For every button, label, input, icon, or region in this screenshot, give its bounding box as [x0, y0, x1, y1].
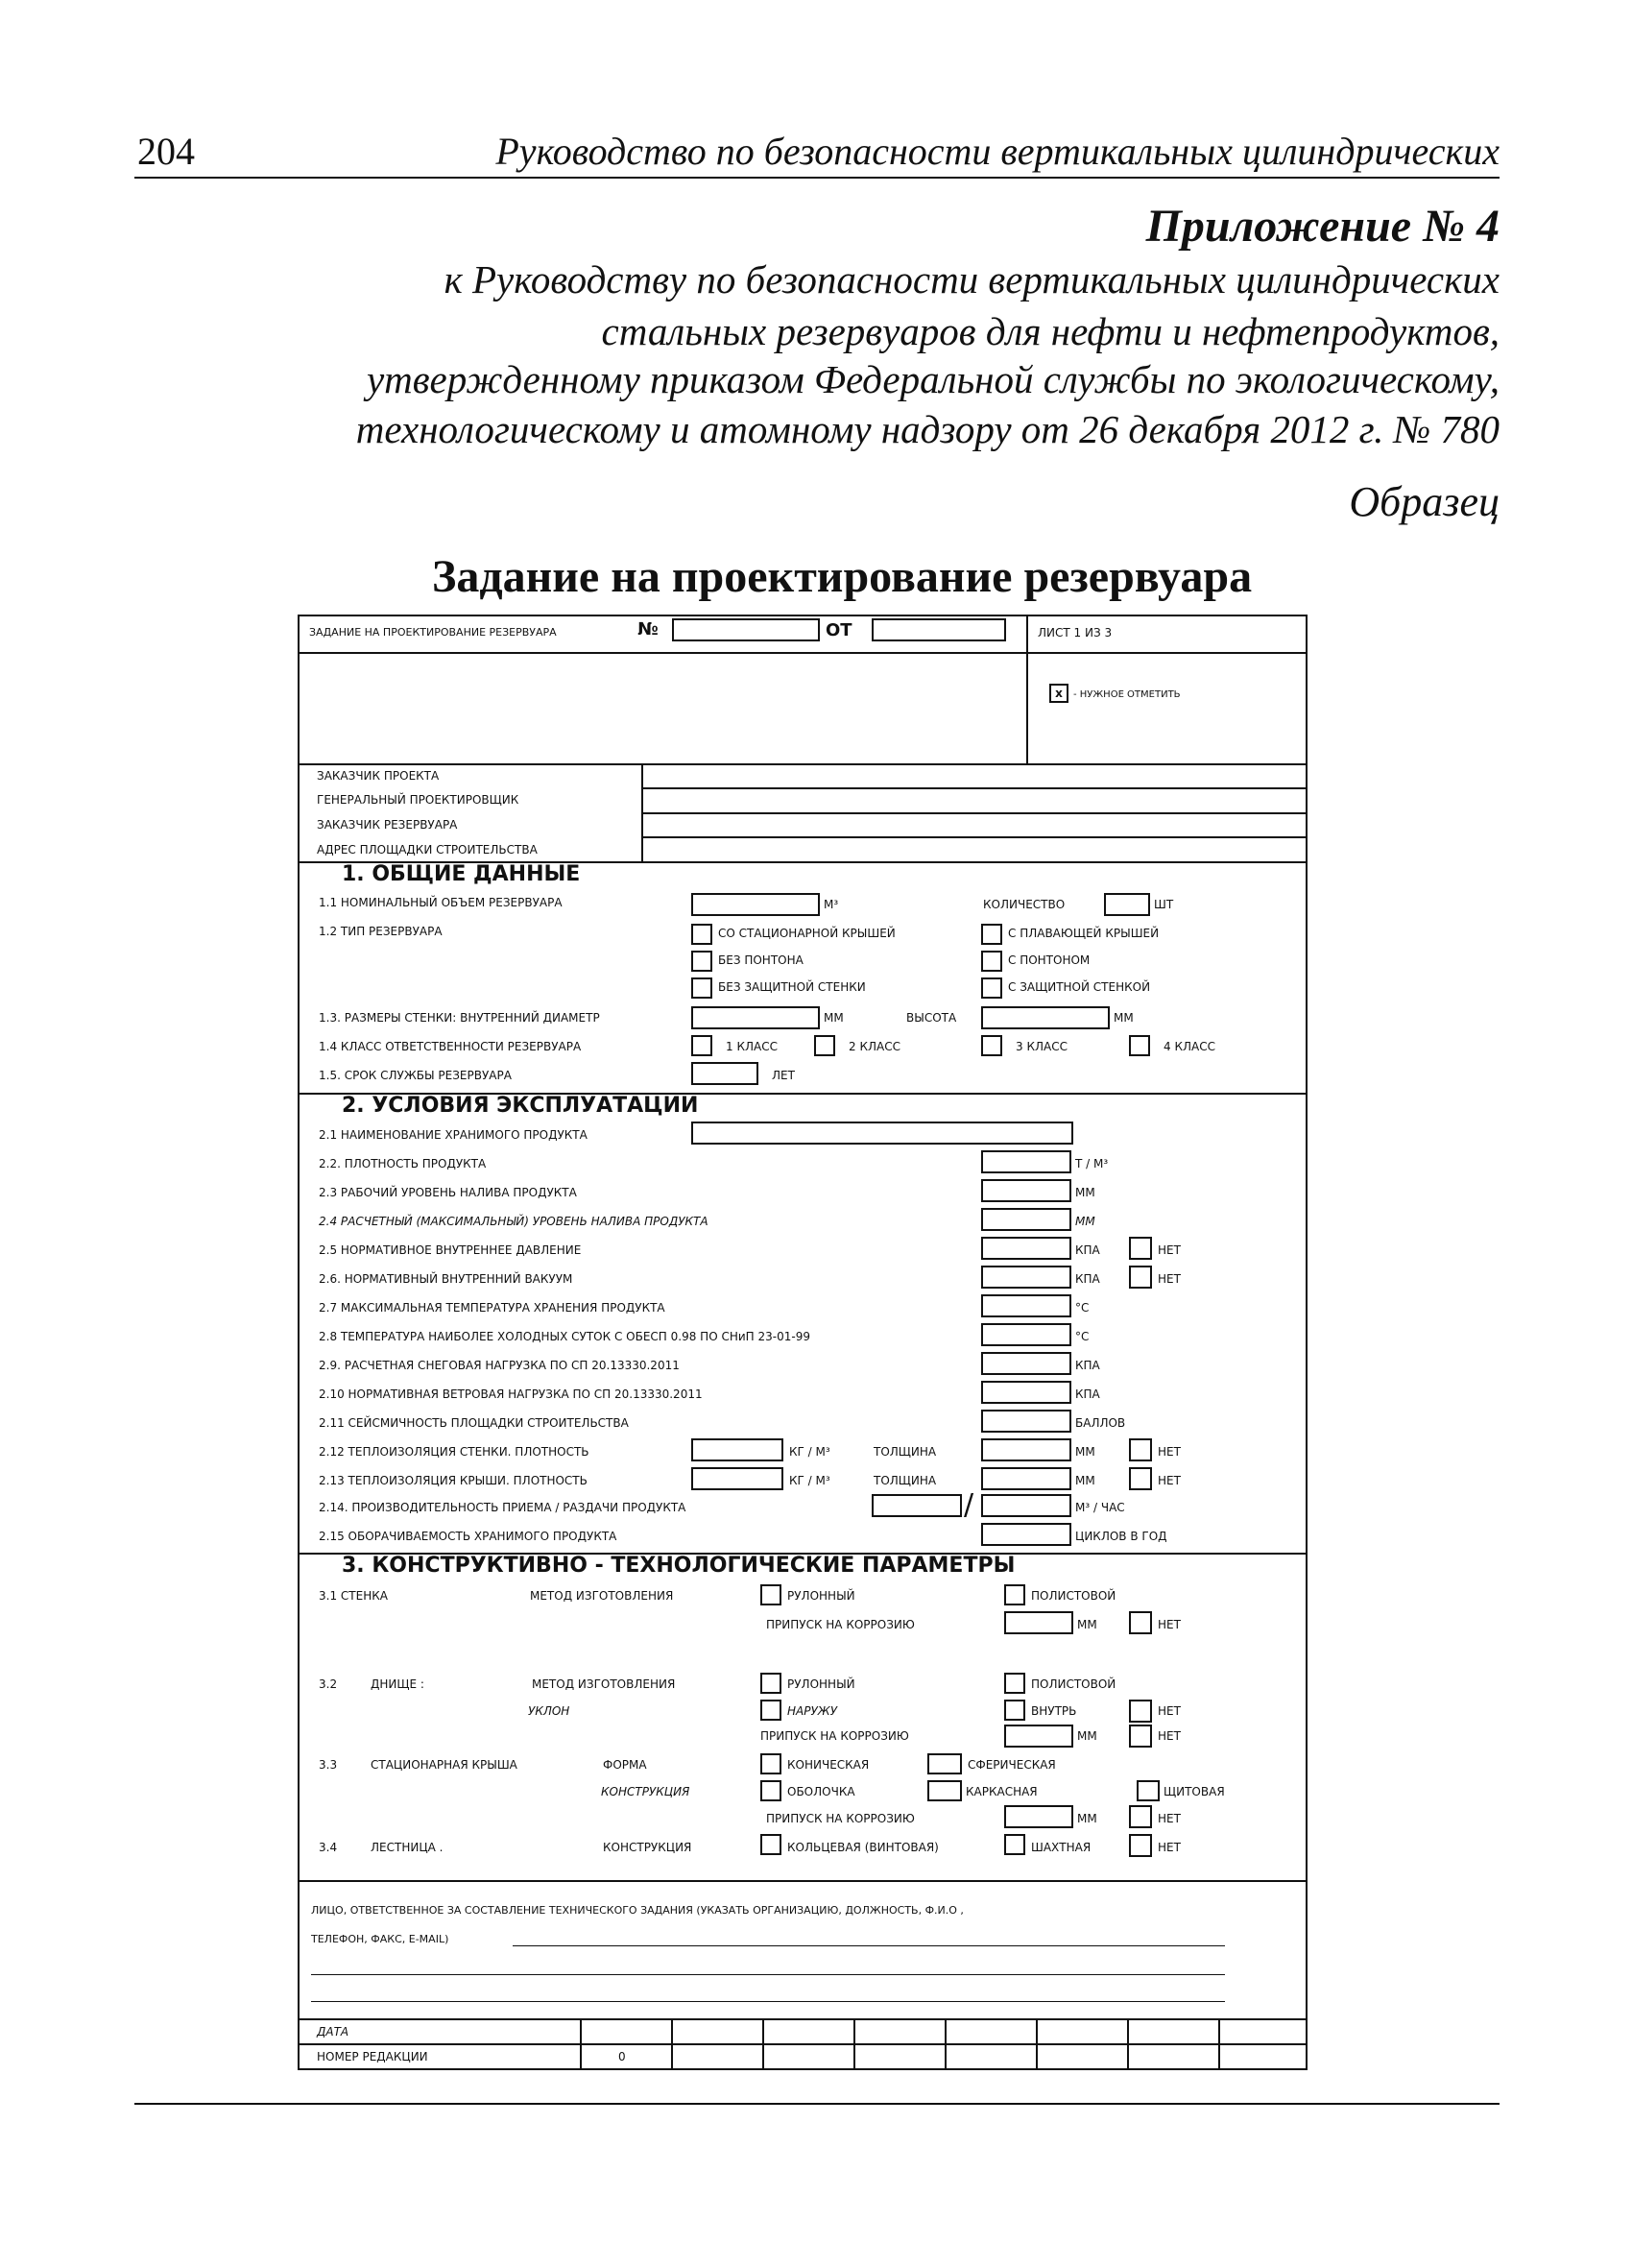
spherical-checkbox[interactable] [927, 1753, 962, 1774]
from-label: ОТ [826, 620, 852, 640]
none-label: НЕТ [1158, 1243, 1181, 1257]
no-pontoon-checkbox[interactable] [691, 951, 712, 972]
rule [641, 836, 1308, 838]
method-label: МЕТОД ИЗГОТОВЛЕНИЯ [532, 1677, 676, 1691]
construction-label: КОНСТРУКЦИЯ [603, 1841, 692, 1854]
revision-value: 0 [618, 2050, 626, 2063]
with-pontoon-label: С ПОНТОНОМ [1008, 953, 1091, 967]
none-label: НЕТ [1158, 1474, 1181, 1487]
unit: КПА [1075, 1243, 1100, 1257]
corrosion-label: ПРИПУСК НА КОРРОЗИЮ [766, 1618, 915, 1631]
section-1-title: 1. ОБЩИЕ ДАННЫЕ [342, 862, 581, 886]
row-1-2-label: 1.2 ТИП РЕЗЕРВУАРА [319, 925, 443, 938]
frame-label: КАРКАСНАЯ [966, 1785, 1038, 1798]
row-2-3-label: 2.3 РАБОЧИЙ УРОВЕНЬ НАЛИВА ПРОДУКТА [319, 1186, 577, 1199]
working-level-field[interactable] [981, 1179, 1071, 1202]
with-wall-checkbox[interactable] [981, 977, 1002, 999]
appendix-line-4: технологическому и атомному надзору от 26 декабря 2012 г. № 780 [355, 407, 1500, 451]
row-2-6-label: 2.6. НОРМАТИВНЫЙ ВНУТРЕННИЙ ВАКУУМ [319, 1272, 573, 1286]
unit: БАЛЛОВ [1075, 1416, 1126, 1430]
row-1-4-label: 1.4 КЛАСС ОТВЕТСТВЕННОСТИ РЕЗЕРВУАРА [319, 1040, 582, 1053]
no-wall-checkbox[interactable] [691, 977, 712, 999]
appendix-line-1: к Руководству по безопасности вертикальных цилиндрических [444, 257, 1500, 302]
unit: ММ [1077, 1729, 1097, 1743]
unit: КПА [1075, 1387, 1100, 1401]
no-pontoon-label: БЕЗ ПОНТОНА [718, 953, 804, 967]
unit-mm: ММ [1114, 1011, 1134, 1025]
none-label: НЕТ [1158, 1272, 1181, 1286]
rule [298, 2018, 1308, 2020]
vacuum-field[interactable] [981, 1266, 1071, 1289]
class-1-checkbox[interactable] [691, 1035, 712, 1056]
rolled-label: РУЛОННЫЙ [787, 1677, 855, 1691]
rule [580, 2018, 582, 2070]
running-title: Руководство по безопасности вертикальных цилиндрических [495, 130, 1500, 173]
unit-years: ЛЕТ [772, 1069, 795, 1082]
shaft-stair-label: ШАХТНАЯ [1031, 1841, 1092, 1854]
rule [945, 2018, 947, 2070]
with-pontoon-checkbox[interactable] [981, 951, 1002, 972]
corrosion-label: ПРИПУСК НА КОРРОЗИЮ [760, 1729, 909, 1743]
shape-label: ФОРМА [603, 1758, 647, 1772]
task-date-field[interactable] [872, 618, 1006, 641]
construction-label: КОНСТРУКЦИЯ [601, 1785, 690, 1798]
unit: КГ / М³ [789, 1445, 830, 1459]
method-label: МЕТОД ИЗГОТОВЛЕНИЯ [530, 1589, 674, 1603]
none-label: НЕТ [1158, 1729, 1181, 1743]
class-2-label: 2 КЛАСС [849, 1040, 900, 1053]
none-label: НЕТ [1158, 1841, 1181, 1854]
party-label: ЗАКАЗЧИК ПРОЕКТА [317, 769, 440, 783]
unit-pcs: ШТ [1154, 898, 1174, 911]
unit: °С [1075, 1301, 1090, 1315]
unit: ММ [1077, 1812, 1097, 1825]
turnover-field[interactable] [981, 1523, 1071, 1546]
seismic-field[interactable] [981, 1410, 1071, 1433]
rule [762, 2018, 764, 2070]
unit: КГ / М³ [789, 1474, 830, 1487]
responsible-input-line[interactable] [311, 1974, 1225, 1975]
date-label: ДАТА [317, 2025, 349, 2039]
number-sign: № [637, 619, 659, 639]
none-label: НЕТ [1158, 1445, 1181, 1459]
unit: ММ [1075, 1445, 1095, 1459]
none-label: НЕТ [1158, 1618, 1181, 1631]
row-2-15-label: 2.15 ОБОРАЧИВАЕМОСТЬ ХРАНИМОГО ПРОДУКТА [319, 1530, 617, 1543]
fixed-roof-checkbox[interactable] [691, 924, 712, 945]
row-3-2-number: 3.2 [319, 1677, 338, 1691]
unit: ММ [1075, 1186, 1095, 1199]
spherical-label: СФЕРИЧЕСКАЯ [968, 1758, 1056, 1772]
row-2-7-label: 2.7 МАКСИМАЛЬНАЯ ТЕМПЕРАТУРА ХРАНЕНИЯ ПРОДУКТА [319, 1301, 665, 1315]
unit: ЦИКЛОВ В ГОД [1075, 1530, 1167, 1543]
sample-label: Образец [1349, 478, 1500, 525]
row-1-5-label: 1.5. СРОК СЛУЖБЫ РЕЗЕРВУАРА [319, 1069, 512, 1082]
row-2-8-label: 2.8 ТЕМПЕРАТУРА НАИБОЛЕЕ ХОЛОДНЫХ СУТОК С ОБЕСП 0.98 ПО СНиП 23-01-99 [319, 1330, 810, 1343]
panel-label: ЩИТОВАЯ [1164, 1785, 1225, 1798]
class-3-checkbox[interactable] [981, 1035, 1002, 1056]
rule [853, 2018, 855, 2070]
party-label: ГЕНЕРАЛЬНЫЙ ПРОЕКТИРОВЩИК [317, 793, 519, 807]
none-label: НЕТ [1158, 1704, 1181, 1718]
pressure-none-checkbox[interactable] [1129, 1237, 1152, 1260]
corrosion-label: ПРИПУСК НА КОРРОЗИЮ [766, 1812, 915, 1825]
quantity-label: КОЛИЧЕСТВО [983, 898, 1066, 911]
panel-checkbox[interactable] [1137, 1780, 1160, 1801]
row-3-2-label: ДНИЩЕ : [371, 1677, 424, 1691]
shell-checkbox[interactable] [760, 1780, 781, 1801]
shell-label: ОБОЛОЧКА [787, 1785, 855, 1798]
unit: °С [1075, 1330, 1090, 1343]
row-2-9-label: 2.9. РАСЧЕТНАЯ СНЕГОВАЯ НАГРУЗКА ПО СП 20.13330.2011 [319, 1359, 680, 1372]
row-1-3-label: 1.3. РАЗМЕРЫ СТЕНКИ: ВНУТРЕННИЙ ДИАМЕТР [319, 1011, 600, 1025]
party-label: АДРЕС ПЛОЩАДКИ СТРОИТЕЛЬСТВА [317, 843, 538, 857]
density-field[interactable] [981, 1150, 1071, 1173]
slope-none-checkbox[interactable] [1129, 1700, 1152, 1723]
rule [298, 652, 1308, 654]
service-life-field[interactable] [691, 1062, 758, 1085]
row-3-4-label: ЛЕСТНИЦА . [371, 1841, 444, 1854]
row-2-13-label: 2.13 ТЕПЛОИЗОЛЯЦИЯ КРЫШИ. ПЛОТНОСТЬ [319, 1474, 588, 1487]
section-2-title: 2. УСЛОВИЯ ЭКСПЛУАТАЦИИ [342, 1094, 699, 1118]
row-2-5-label: 2.5 НОРМАТИВНОЕ ВНУТРЕННЕЕ ДАВЛЕНИЕ [319, 1243, 582, 1257]
roof-corrosion-none-checkbox[interactable] [1129, 1805, 1152, 1828]
task-label: ЗАДАНИЕ НА ПРОЕКТИРОВАНИЕ РЕЗЕРВУАРА [309, 626, 557, 639]
class-1-label: 1 КЛАСС [726, 1040, 778, 1053]
responsible-input-line[interactable] [311, 2001, 1225, 2002]
class-2-checkbox[interactable] [814, 1035, 835, 1056]
bottom-rolled-checkbox[interactable] [760, 1673, 781, 1694]
unit-mm: ММ [824, 1011, 844, 1025]
slope-out-label: НАРУЖУ [787, 1704, 838, 1718]
shaft-stair-checkbox[interactable] [1004, 1834, 1025, 1855]
row-3-3-label: СТАЦИОНАРНАЯ КРЫША [371, 1758, 517, 1772]
rule [641, 787, 1308, 789]
revision-label: НОМЕР РЕДАКЦИИ [317, 2050, 428, 2063]
discharge-rate-field[interactable] [981, 1494, 1071, 1517]
class-4-label: 4 КЛАСС [1164, 1040, 1215, 1053]
quantity-field[interactable] [1104, 893, 1150, 916]
row-2-10-label: 2.10 НОРМАТИВНАЯ ВЕТРОВАЯ НАГРУЗКА ПО СП 20.13330.2011 [319, 1387, 703, 1401]
appendix-line-2: стальных резервуаров для нефти и нефтепродуктов, [601, 309, 1500, 353]
rule [1026, 615, 1028, 763]
frame-checkbox[interactable] [927, 1780, 962, 1801]
slope-label: УКЛОН [528, 1704, 570, 1718]
rule [671, 2018, 673, 2070]
row-1-1-label: 1.1 НОМИНАЛЬНЫЙ ОБЪЕМ РЕЗЕРВУАРА [319, 896, 563, 909]
stair-none-checkbox[interactable] [1129, 1834, 1152, 1857]
ring-stair-label: КОЛЬЦЕВАЯ (ВИНТОВАЯ) [787, 1841, 939, 1854]
diameter-field[interactable] [691, 1006, 820, 1029]
document-title: Задание на проектирование резервуара [432, 551, 1253, 602]
snow-load-field[interactable] [981, 1352, 1071, 1375]
row-3-4-number: 3.4 [319, 1841, 338, 1854]
rolled-label: РУЛОННЫЙ [787, 1589, 855, 1603]
floating-roof-label: С ПЛАВАЮЩЕЙ КРЫШЕЙ [1008, 927, 1160, 940]
floating-roof-checkbox[interactable] [981, 924, 1002, 945]
wall-rolled-checkbox[interactable] [760, 1584, 781, 1605]
pressure-field[interactable] [981, 1237, 1071, 1260]
max-temp-field[interactable] [981, 1294, 1071, 1317]
max-level-field[interactable] [981, 1208, 1071, 1231]
roof-corrosion-field[interactable] [1004, 1805, 1073, 1828]
appendix-line-3: утвержденному приказом Федеральной службы по экологическому, [366, 357, 1500, 401]
rule [298, 1880, 1308, 1882]
check-example-box: x [1049, 684, 1068, 703]
page-number: 204 [137, 130, 195, 173]
slope-in-label: ВНУТРЬ [1031, 1704, 1077, 1718]
unit: ММ [1075, 1215, 1095, 1228]
wall-sheet-checkbox[interactable] [1004, 1584, 1025, 1605]
check-note: - НУЖНОЕ ОТМЕТИТЬ [1073, 689, 1181, 700]
thickness-label: ТОЛЩИНА [874, 1474, 937, 1487]
row-2-1-label: 2.1 НАИМЕНОВАНИЕ ХРАНИМОГО ПРОДУКТА [319, 1128, 588, 1142]
rule [641, 812, 1308, 814]
product-name-field[interactable] [691, 1122, 1073, 1145]
unit: ММ [1077, 1618, 1097, 1631]
roof-insulation-thickness-field[interactable] [981, 1467, 1071, 1490]
appendix-title: Приложение № 4 [1145, 201, 1500, 252]
rule [1127, 2018, 1129, 2070]
wall-insulation-density-field[interactable] [691, 1438, 783, 1461]
rate-slash: / [964, 1488, 974, 1522]
unit: КПА [1075, 1359, 1100, 1372]
unit: КПА [1075, 1272, 1100, 1286]
party-label: ЗАКАЗЧИК РЕЗЕРВУАРА [317, 818, 458, 832]
wall-corrosion-none-checkbox[interactable] [1129, 1611, 1152, 1634]
unit-m3: М³ [824, 898, 839, 911]
sheet-label: ПОЛИСТОВОЙ [1031, 1589, 1116, 1603]
wall-corrosion-field[interactable] [1004, 1611, 1073, 1634]
row-3-1-label: 3.1 СТЕНКА [319, 1589, 388, 1603]
bottom-sheet-checkbox[interactable] [1004, 1673, 1025, 1694]
intake-rate-field[interactable] [872, 1494, 962, 1517]
unit: М³ / ЧАС [1075, 1501, 1125, 1514]
class-4-checkbox[interactable] [1129, 1035, 1150, 1056]
row-3-3-number: 3.3 [319, 1758, 338, 1772]
unit: ММ [1075, 1474, 1095, 1487]
wall-insulation-none-checkbox[interactable] [1129, 1438, 1152, 1461]
roof-insulation-none-checkbox[interactable] [1129, 1467, 1152, 1490]
footer-rule [134, 2103, 1500, 2105]
task-number-field[interactable] [672, 618, 820, 641]
unit: Т / М³ [1075, 1157, 1109, 1170]
rule [298, 763, 1308, 765]
conical-label: КОНИЧЕСКАЯ [787, 1758, 870, 1772]
fixed-roof-label: СО СТАЦИОНАРНОЙ КРЫШЕЙ [718, 927, 896, 940]
thickness-label: ТОЛЩИНА [874, 1445, 937, 1459]
bottom-corrosion-none-checkbox[interactable] [1129, 1725, 1152, 1748]
sheet-label: ЛИСТ 1 ИЗ 3 [1038, 626, 1113, 639]
header-rule [134, 177, 1500, 179]
bottom-corrosion-field[interactable] [1004, 1725, 1073, 1748]
rule [1218, 2018, 1220, 2070]
row-2-4-label: 2.4 РАСЧЕТНЫЙ (МАКСИМАЛЬНЫЙ) УРОВЕНЬ НАЛИВА ПРОДУКТА [319, 1215, 708, 1228]
row-2-12-label: 2.12 ТЕПЛОИЗОЛЯЦИЯ СТЕНКИ. ПЛОТНОСТЬ [319, 1445, 589, 1459]
none-label: НЕТ [1158, 1812, 1181, 1825]
rule [298, 2043, 1308, 2045]
responsible-line-2: ТЕЛЕФОН, ФАКС, E-MAIL) [311, 1933, 449, 1945]
responsible-input-line[interactable] [513, 1945, 1225, 1946]
vacuum-none-checkbox[interactable] [1129, 1266, 1152, 1289]
roof-insulation-density-field[interactable] [691, 1467, 783, 1490]
no-wall-label: БЕЗ ЗАЩИТНОЙ СТЕНКИ [718, 980, 866, 994]
responsible-line-1: ЛИЦО, ОТВЕТСТВЕННОЕ ЗА СОСТАВЛЕНИЕ ТЕХНИЧЕСКОГО ЗАДАНИЯ (УКАЗАТЬ ОРГАНИЗАЦИЮ, ДОЛЖНОСТЬ, Ф.И.О , [311, 1904, 964, 1917]
with-wall-label: С ЗАЩИТНОЙ СТЕНКОЙ [1008, 980, 1151, 994]
section-3-title: 3. КОНСТРУКТИВНО - ТЕХНОЛОГИЧЕСКИЕ ПАРАМЕТРЫ [342, 1554, 1016, 1578]
slope-in-checkbox[interactable] [1004, 1700, 1025, 1721]
sheet-label: ПОЛИСТОВОЙ [1031, 1677, 1116, 1691]
ring-stair-checkbox[interactable] [760, 1834, 781, 1855]
cold-temp-field[interactable] [981, 1323, 1071, 1346]
wind-load-field[interactable] [981, 1381, 1071, 1404]
wall-insulation-thickness-field[interactable] [981, 1438, 1071, 1461]
row-2-11-label: 2.11 СЕЙСМИЧНОСТЬ ПЛОЩАДКИ СТРОИТЕЛЬСТВА [319, 1416, 629, 1430]
rule [1036, 2018, 1038, 2070]
row-2-2-label: 2.2. ПЛОТНОСТЬ ПРОДУКТА [319, 1157, 487, 1170]
row-2-14-label: 2.14. ПРОИЗВОДИТЕЛЬНОСТЬ ПРИЕМА / РАЗДАЧИ ПРОДУКТА [319, 1501, 686, 1514]
slope-out-checkbox[interactable] [760, 1700, 781, 1721]
volume-field[interactable] [691, 893, 820, 916]
height-field[interactable] [981, 1006, 1110, 1029]
height-label: ВЫСОТА [906, 1011, 957, 1025]
conical-checkbox[interactable] [760, 1753, 781, 1774]
class-3-label: 3 КЛАСС [1016, 1040, 1068, 1053]
